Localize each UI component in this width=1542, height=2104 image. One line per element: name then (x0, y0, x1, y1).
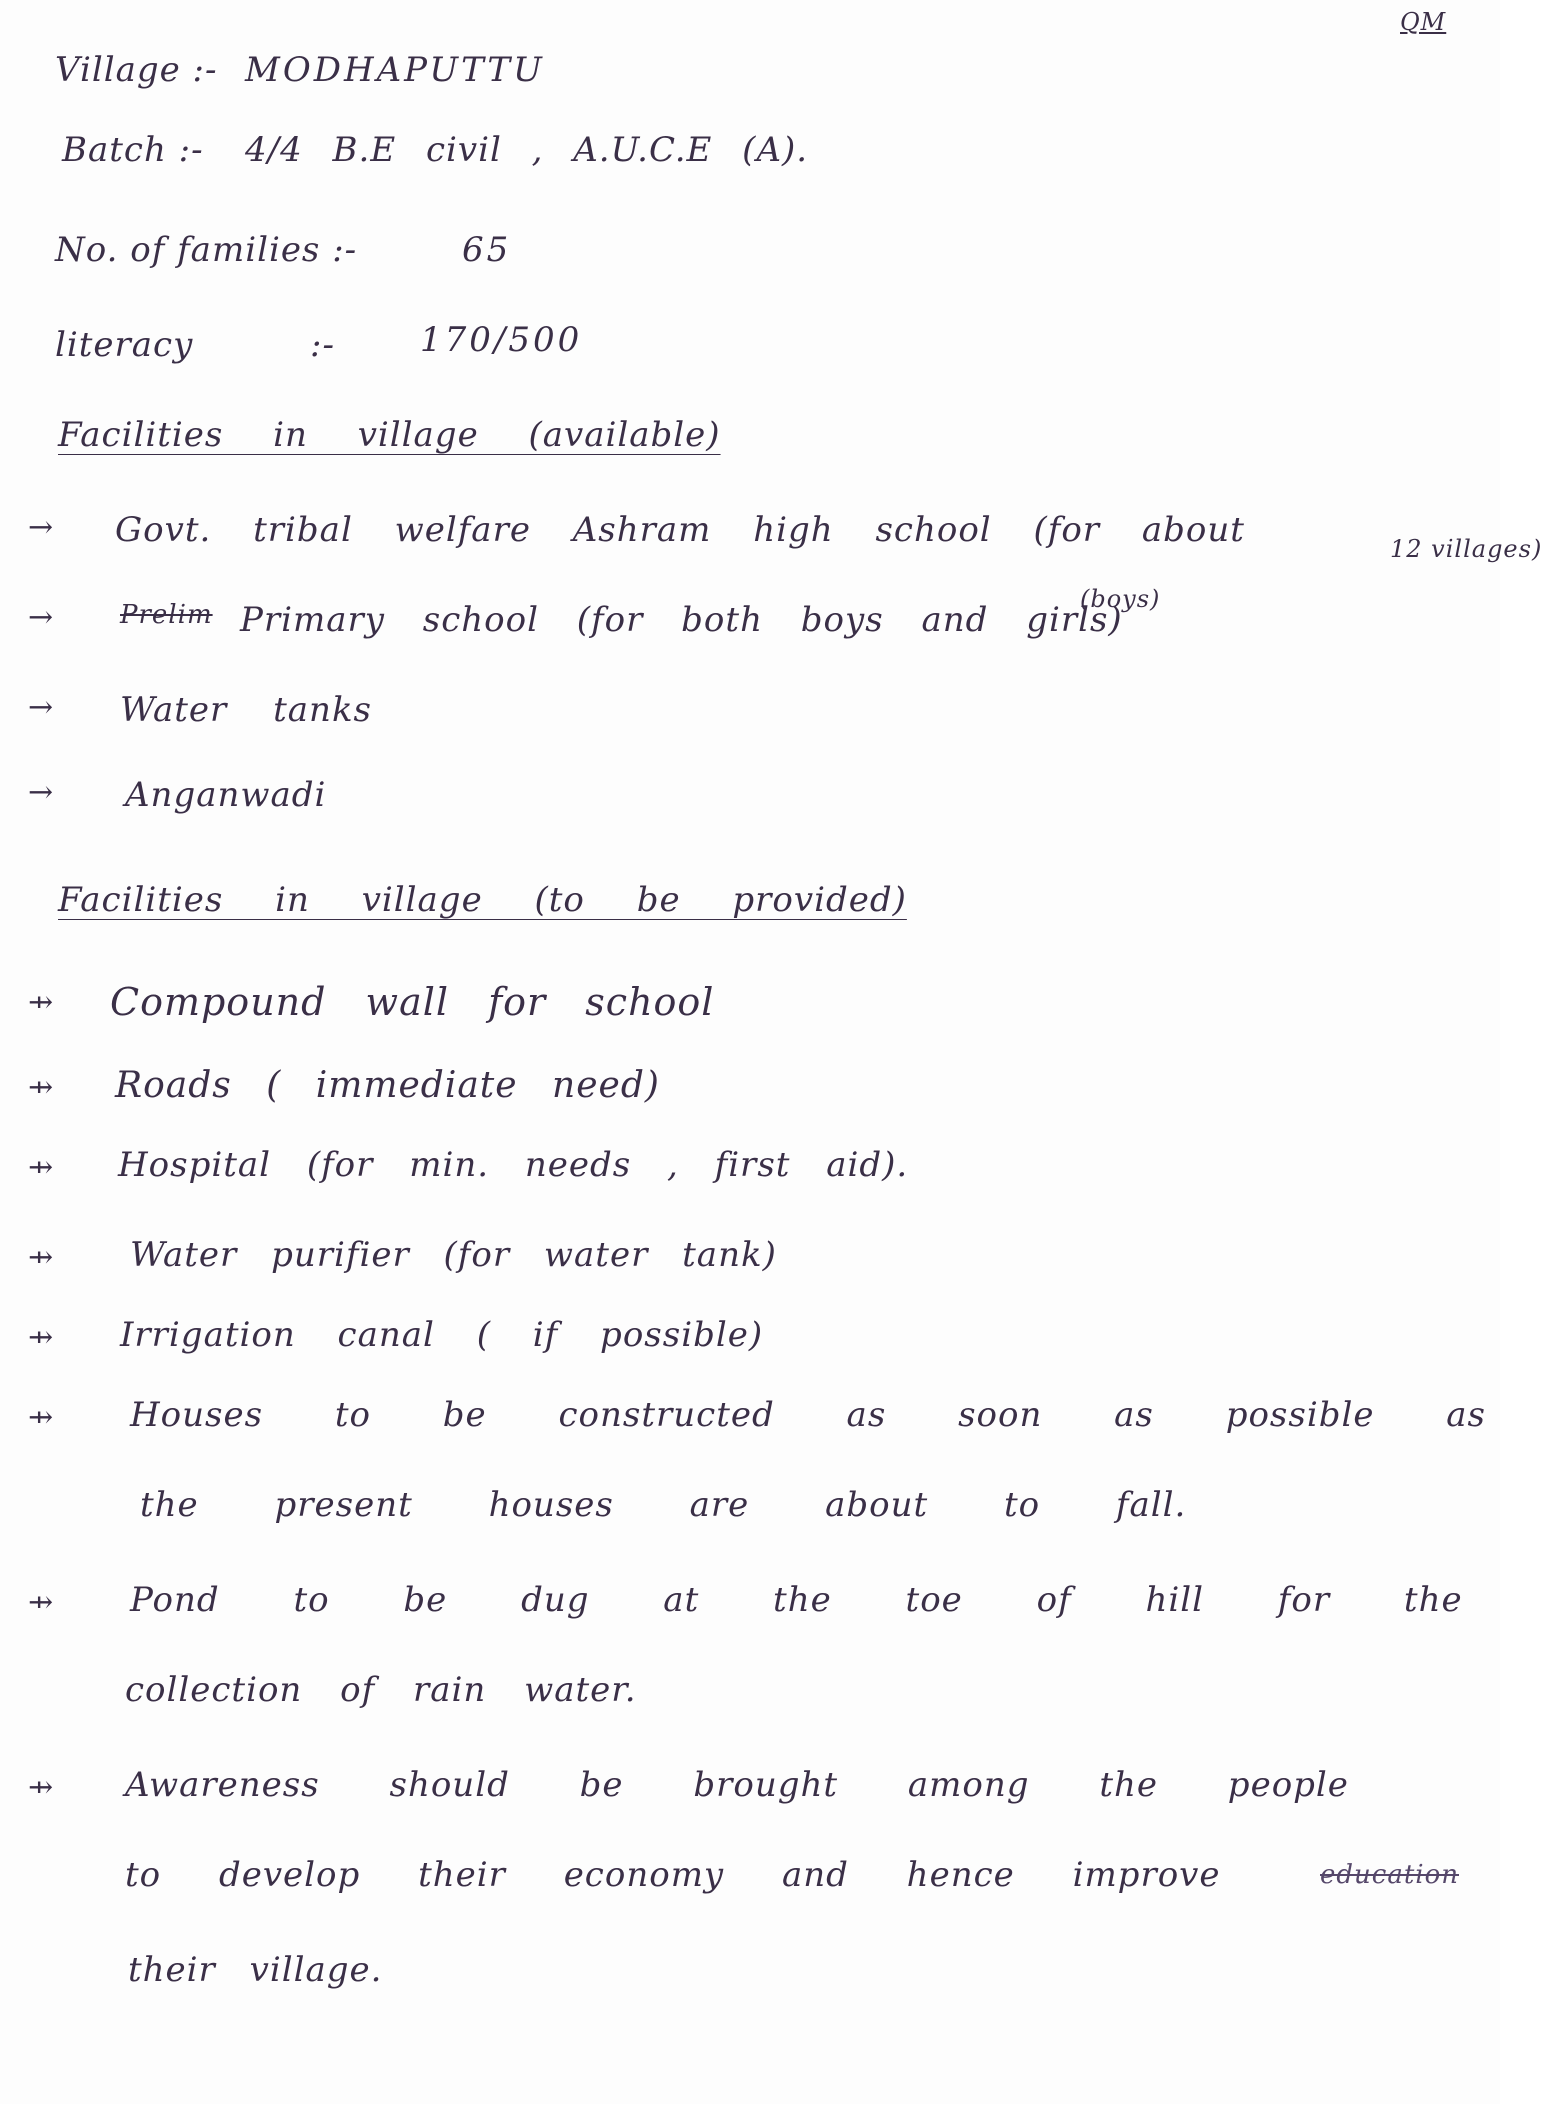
to-provide-item-7-continued: collection of rain water. (125, 1670, 637, 1710)
literacy-label: literacy (55, 325, 194, 365)
arrow-icon: → (28, 600, 54, 635)
arrow-icon: → (28, 690, 54, 725)
to-provide-item-8: Awareness should be brought among the people (125, 1765, 1349, 1805)
to-provide-item-8-struck: education (1320, 1860, 1459, 1890)
families-value: 65 (462, 230, 512, 270)
batch-label: Batch :- (62, 130, 204, 170)
arrow-icon: → (28, 510, 54, 545)
available-item-1-note: 12 villages) (1390, 535, 1542, 563)
batch-value: 4/4 B.E civil , A.U.C.E (A). (245, 130, 809, 170)
arrow-icon: ⇸ (28, 985, 54, 1020)
families-label: No. of families :- (55, 230, 358, 270)
available-item-1-note2: (boys) (1080, 585, 1161, 613)
to-provide-item-1: Compound wall for school (110, 980, 715, 1024)
to-provide-item-8-continued: to develop their economy and hence improve (125, 1855, 1221, 1895)
arrow-icon: ⇸ (28, 1320, 54, 1355)
literacy-separator: :- (310, 325, 335, 365)
corner-mark: QM (1400, 8, 1447, 36)
available-item-4: Anganwadi (125, 775, 327, 815)
available-item-3: Water tanks (120, 690, 372, 730)
available-item-2-struck: Prelim (120, 600, 213, 630)
available-item-2: Primary school (for both boys and girls) (240, 600, 1123, 640)
to-provide-item-4: Water purifier (for water tank) (130, 1235, 777, 1275)
arrow-icon: ⇸ (28, 1150, 54, 1185)
village-value: MODHAPUTTU (245, 50, 545, 90)
available-item-1: Govt. tribal welfare Ashram high school (for about (115, 510, 1245, 550)
to-provide-heading: Facilities in village (to be provided) (58, 880, 907, 920)
to-provide-item-5: Irrigation canal ( if possible) (120, 1315, 764, 1355)
to-provide-item-8-continued-2: their village. (128, 1950, 383, 1990)
arrow-icon: ⇸ (28, 1585, 54, 1620)
to-provide-item-6-continued: the present houses are about to fall. (140, 1485, 1187, 1525)
literacy-value: 170/500 (420, 320, 583, 360)
to-provide-item-6: Houses to be constructed as soon as possible as (130, 1395, 1486, 1435)
to-provide-item-7: Pond to be dug at the toe of hill for the (130, 1580, 1463, 1620)
arrow-icon: ⇸ (28, 1240, 54, 1275)
village-label: Village :- (55, 50, 218, 90)
to-provide-item-2: Roads ( immediate need) (115, 1065, 660, 1106)
available-heading: Facilities in village (available) (58, 415, 721, 455)
arrow-icon: ⇸ (28, 1770, 54, 1805)
arrow-icon: ⇸ (28, 1400, 54, 1435)
arrow-icon: ⇸ (28, 1070, 54, 1105)
to-provide-item-3: Hospital (for min. needs , first aid). (118, 1145, 909, 1185)
arrow-icon: → (28, 775, 54, 810)
